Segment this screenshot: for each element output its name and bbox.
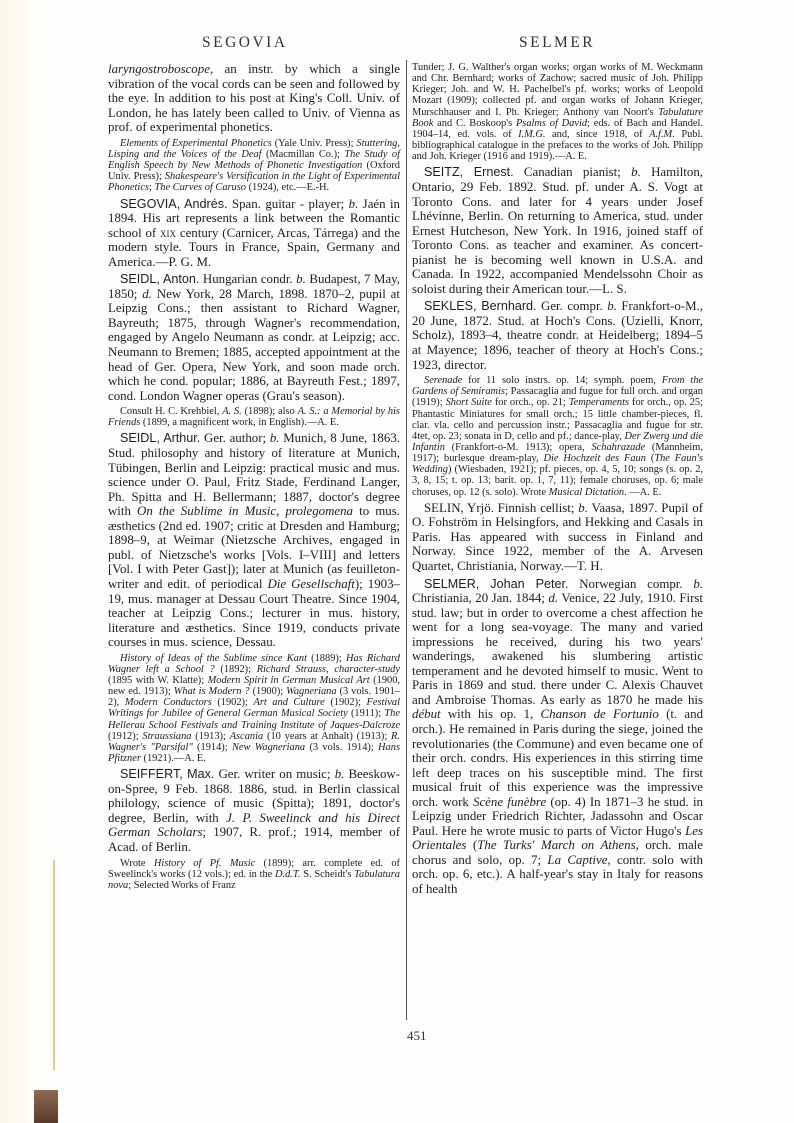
book-spine-corner bbox=[34, 1090, 58, 1123]
entry-continuation: laryngostroboscope, an instr. by which a single vibration of the vocal cords can be seen and followed by the eye. In addition to his post at King's Coll. Univ. of London, he has lately been called to Univ. of Vienna as prof. of experimental phonetics. bbox=[108, 62, 400, 135]
entry-seiffert: SEIFFERT, Max. Ger. writer on music; b. Beeskow-on-Spree, 9 Feb. 1868. 1886, stud. in Berlin classical philology, science of music (Spitta); 1891, doctor's degree, Berlin, with J. P. Sweelinck and his Direct German Scholars; 1907, R. prof.; 1914, member of Acad. of Berlin. bbox=[108, 767, 401, 854]
entry-headword: SEIDL, Arthur. bbox=[120, 431, 201, 446]
entry-seidl-anton: SEIDL, Anton. Hungarian condr. b. Budapest, 7 May, 1850; d. New York, 28 March, 1898. 1870–2, pupil at Leipzig Cons.; then assistant to Richard Wagner, Bayreuth; 1875, through Wagner's recommendation, engaged by Angelo Neumann as condr. at Leipzig; acc. Neumann to Bremen; 1885, accepted appointment at the head of Ger. Opera, New York, and soon made orch. which he cond. popular; 1886, at Bayreuth Fest.; 1897, cond. London Wagner operas (Grau's season). bbox=[108, 272, 400, 403]
running-head-left: SEGOVIA bbox=[202, 34, 288, 51]
entry-seitz: SEITZ, Ernest. Canadian pianist; b. Hamilton, Ontario, 29 Feb. 1892. Stud. pf. under A. S. Vogt at Toronto Cons. and later for 4 years under Josef Lhévinne, Berlin. On returning to America, stud. under Ernest Hutcheson, New York. In 1916, joined staff of Toronto Cons. as teacher and examiner. As concert-pianist he is becoming well known in U.S.A. and Canada. In 1922, accompanied Mendelssohn Choir as soloist during their American tour.—L. S. bbox=[412, 165, 703, 296]
entry-selmer: SELMER, Johan Peter. Norwegian compr. b. Christiania, 20 Jan. 1844; d. Venice, 22 July, 1910. First stud. law; but in order to overcome a chest affection he went for a long sea-voyage. The many and varied impressions he received, during his two years' wanderings, awakened his slumbering artistic temperament and he devoted himself to music. Went to Paris in 1869 and stud. there under C. Alexis Chauvet and Ambroise Thomas. As early as 1870 he made his début with his op. 1, Chanson de Fortunio (t. and orch.). He remained in Paris during the siege, joined the revolutionaries (the Commune) and even became one of their orch. condrs. His experiences in this stirring time left deep traces on his susceptible mind. The first musical fruit of this experience was the impressive orch. work Scène funèbre (op. 4) In 1871–3 he stud. in Leipzig under Friedrich Richter, Jadassohn and Oscar Paul. Here he wrote music to parts of Victor Hugo's Les Orientales (The Turks' March on Athens, orch. male chorus and solo, op. 7; La Captive, contr. solo with orch. op. 6, etc.). A half-year's stay in Italy for reasons of health bbox=[412, 576, 704, 896]
entry-headword: SEIDL, Anton. bbox=[120, 272, 200, 287]
page-edge-shadow bbox=[0, 0, 36, 1123]
entry-headword: SEKLES, Bernhard. bbox=[424, 299, 537, 314]
works-list: Wrote History of Pf. Music (1899); arr. complete ed. of Sweelinck's works (12 vols.); ed. in the D.d.T. S. Scheidt's Tabulatura nova; Selected Works of Franz bbox=[108, 857, 400, 891]
entry-headword: SEGOVIA, Andrés. bbox=[120, 196, 228, 211]
running-head-right: SELMER bbox=[519, 34, 596, 51]
entry-segovia: SEGOVIA, Andrés. Span. guitar - player; b. Jaén in 1894. His art represents a link between the Romantic school of xix century (Carnicer, Arcas, Tárrega) and the modern style. Tours in France, Spain, Germany and America.—P. G. M. bbox=[108, 196, 400, 269]
binding-crease bbox=[53, 860, 55, 1070]
works-list-continuation: Tunder; J. G. Walther's organ works; organ works of M. Weckmann and Chr. Bernhard; works of Zachow; sacred music of Joh. Philipp Krieger; Joh. and W. H. Pachelbel's pf. works; works of Leopold Mozart (1909); collected pf. and organ works of Johann Krieger, Murschhauser and I. Ph. Krieger; Anthony van Noort's Tabulature Book and C. Boskoop's Psalms of David; eds. of Bach and Handel. 1904–14, ed. vols. of I.M.G. and, since 1918, of A.f.M. Publ. bibliographical catalogue in the prefaces to the works of Joh. Philipp and Joh. Krieger (1916 and 1919).—A. E. bbox=[412, 62, 703, 163]
column-divider bbox=[406, 60, 407, 1020]
entry-headword: SELIN, Yrjö. bbox=[424, 500, 494, 515]
entry-seidl-arthur: SEIDL, Arthur. Ger. author; b. Munich, 8 June, 1863. Stud. philosophy and history of literature at Munich, Tübingen, Berlin and Leipzig: practical music and mus. science under O. Paul, Fritz Stade, Ferdinand Langer, Ph. Spitta and H. Bellermann; 1887, doctor's degree with On the Sublime in Music, prolegomena to mus. æsthetics (2nd ed. 1907; critic at Dresden and Hamburg; 1898–9, at Weimar (Nietzsche Archives, engaged in publ. of Nietzsche's works [Vols. I–VIII] and letters [Vol. I with Peter Gast]); later at Munich (as feuilleton-writer and edit. of periodical Die Gesellschaft); 1903–19, mus. manager at Dessau Court Theatre. Since 1904, teacher at Leipzig Cons.; lecturer in mus. history, literature and æsthetics. Since 1919, conducts private courses in mus. science, Dessau. bbox=[108, 431, 400, 650]
entry-sekles: SEKLES, Bernhard. Ger. compr. b. Frankfort-o-M., 20 June, 1872. Stud. at Hoch's Cons. (Uzielli, Knorr, Scholz), 1893–4, theatre condr. at Heidelberg; 1894–5 at Mayence; 1896, teacher of theory at Hoch's Cons.; 1923, director. bbox=[412, 299, 703, 372]
entry-headword: SEIFFERT, Max. bbox=[120, 767, 215, 782]
entry-selin: SELIN, Yrjö. Finnish cellist; b. Vaasa, 1897. Pupil of O. Fohström in Helsingfors, and Hekking and Casals in Paris. Has appeared with success in Finland and Norway. Since 1922, member of the A. Arvesen Quartet, Christiania, Norway.—T. H. bbox=[412, 500, 703, 573]
works-list: Serenade for 11 solo instrs. op. 14; symph. poem, From the Gardens of Semiramis; Passacaglia and fugue for full orch. and organ (1919); Short Suite for orch., op. 21; Temperaments for orch., op. 25; Phantastic Miniatures for small orch.; 15 little chamber-pieces, fl. clar. vla. cello and percussion instr.; Passacaglia and fugue for str. 4tet, op. 23; sonata in D, cello and pf.; dance-play, Der Zwerg und die Infantin (Frankfort-o-M. 1913); opera, Schahrazade (Mannheim, 1917); burlesque dream-play, Die Hochzeit des Faun (The Faun's Wedding) (Wiesbaden, 1921); pf. pieces, op. 4, 5, 10; songs (s. op. 2, 3, 8, 15; t. op. 13; barit. op. 1, 7, 11); female choruses, op. 6; male choruses, op. 12 (s. solo). Wrote Musical Dictation. —A. E. bbox=[412, 375, 704, 498]
left-column bbox=[108, 62, 400, 891]
right-column bbox=[412, 62, 703, 897]
entry-headword: SEITZ, Ernest. bbox=[424, 165, 514, 180]
works-list: Consult H. C. Krehbiel, A. S. (1898); also A. S.: a Memorial by his Friends (1899, a magnificent work, in English).—A. E. bbox=[108, 406, 400, 429]
page-number: 451 bbox=[407, 1028, 427, 1043]
works-list: Elements of Experimental Phonetics (Yale Univ. Press); Stuttering, Lisping and the Voices of the Deaf (Macmillan Co.); The Study of English Speech by New Methods of Phonetic Investigation (Oxford Univ. Press); Shakespeare's Versification in the Light of Experimental Phonetics; The Curves of Caruso (1924), etc.—E.-H. bbox=[108, 137, 401, 194]
works-list: History of Ideas of the Sublime since Kant (1889); Has Richard Wagner left a School ? (1892); Richard Strauss, character-study (1895 with W. Klatte); Modern Spirit in German Musical Art (1900, new ed. 1913); What is Modern ? (1900); Wagneriana (3 vols. 1901–2), Modern Conductors (1902); Art and Culture (1902); Festival Writings for Jubilee of General German Musical Society (1911); The Hellerau School Festivals and Training Institute of Jaques-Dalcroze (1912); Straussiana (1913); Ascania (10 years at Anhalt) (1913); R. Wagner's "Parsifal" (1914); New Wagneriana (3 vols. 1914); Hans Pfitzner (1921).—A. E. bbox=[108, 652, 401, 765]
entry-headword: SELMER, Johan Peter. bbox=[424, 576, 569, 591]
